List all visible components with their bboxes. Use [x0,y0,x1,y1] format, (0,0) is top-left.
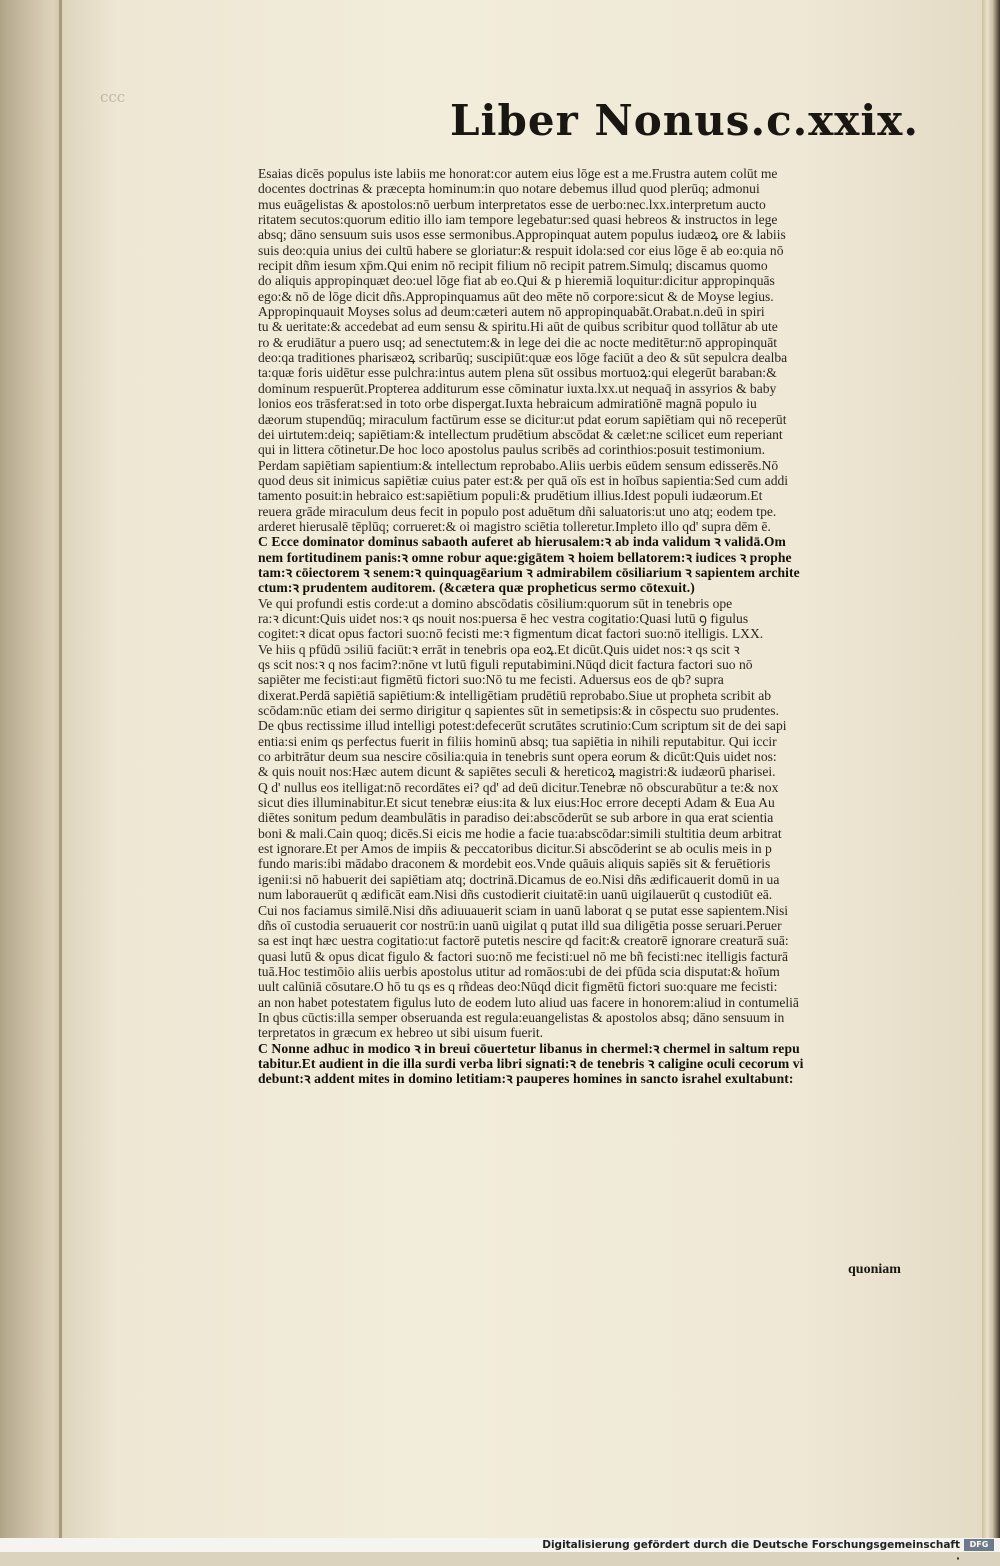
quote-line: tam:ꝛ cōiectorem ꝛ senem:ꝛ quinquagēarium ꝛ admirabilem cōsiliarium ꝛ sapientem archite [258,564,800,580]
quote-line: ctum:ꝛ prudentem auditorem. (&cætera quæ propheticus sermo cōtexuit.) [258,580,695,596]
text-line: Ve qui profundi estis corde:ut a domino abscōdatis cōsilium:quorum sūt in tenebris ope [258,595,733,611]
text-line: deo:qa traditiones pharisæoꝝ scribarūq; suscipiūt:quæ eos lōge faciūt a deo & sūt sepulcra dealba [258,350,788,366]
text-line: dei uirtutem:deiq; sapiētiam:& intellectum prudētium abscōdat & cælet:ne scilicet eum reperiant [258,426,783,442]
text-line: dominum respuerūt.Propterea additurum esse cōminatur iuxta.lxx.ut nequaq̄ in assyrios & baby [258,380,777,396]
text-line: tuā.Hoc testimōio aliis uerbis apostolus utitur ad romāos:ubi de dei pfūda scia disputat:& hoīum [258,963,780,979]
text-line: terpretatos in græcum ex hebreo ut sibi uisum fuerit. [258,1025,544,1041]
text-line: cogitet:ꝛ dicat opus factori suo:nō fecisti me:ꝛ figmentum dicat factori suo:nō itelligis. LXX. [258,626,764,642]
text-line: dñs oī custodia seruauerit cor nostrū:in uanū uigilat q putat illd sua diligētia posse seruari.Peruer [258,917,782,933]
text-line: De qbus rectissime illud intelligi potest:defecerūt scrutātes scrutinio:Cum scriptum sit de dei sapi [258,718,787,734]
text-line: qs scit nos:ꝛ q nos facim?:nōne vt lutū figuli reputabimini.Nūqd dicit factura factori suo nō [258,657,753,672]
text-line: Ve hiis q pfūdū ɔsiliū faciūt:ꝛ errāt in tenebris opa eoꝝ.Et dicūt.Quis uidet nos:ꝛ qs scit ꝛ [258,641,740,657]
text-line: & quis nouit nos:Hæc autem dicunt & sapiētes seculi & hereticoꝝ magistri:& iudæorū pharisei. [258,764,776,780]
quote-line: nem fortitudinem panis:ꝛ omne robur aque:gigātem ꝛ hoiem bellatorem:ꝛ iudices ꝛ prophe [258,549,792,565]
right-page-edge [982,0,1000,1545]
ghost-folio-number: ccc [100,88,126,106]
commentary-part-2 [258,596,923,1041]
text-line: Appropinquauit Moyses solus ad deum:cæteri autem nō appropinquabāt.Orabat.n.deū in spiri [258,304,765,320]
text-line: Perdam sapiētiam sapientium:& intellectum reprobabo.Aliis uerbis eūdem sensum edisserēs.Nō [258,457,779,473]
text-line: co arbitrātur deum sua nescire cōsilia:quia in tenebris sunt opera eorum & dicūt:Quis uidet nos: [258,749,777,765]
text-line: entia:si enim qs perfectus fuerit in filiis hominū absq; tua sapiētia in nihili reputabitur. Qui iccir [258,733,777,749]
text-line: Q d' nullus eos itelligat:nō recordātes ei? qd' ad deū dicitur.Tenebræ nō obscurabūtur a te:& nox [258,779,779,795]
text-line: tu & ueritate:& accedebat ad eum sensu & spiritu.Hi aūt de quibus scribitur quod tollātur ab ute [258,319,778,335]
commentary-part-1 [258,166,923,534]
text-line: ro & erudiātur a puero usq; ad senectutem:& in lege dei die ac nocte meditētur:nō appropinquāt [258,334,778,350]
quote-line: C Nonne adhuc in modico ꝛ in breui cōuertetur libanus in chermel:ꝛ chermel in saltum repu [258,1040,800,1056]
text-line: arderet hierusalē tēplūq; corrueret:& oi magistro sciētia tolleretur.Impleto illo qd' supra dēm ē. [258,518,771,534]
text-line: quasi lutū & opus dicat figulo & factori suo:nō me fecisti:uel nō me bñ fecisti:nec itelligis facturā [258,948,789,964]
text-line: sicut dies illuminabitur.Et sicut tenebræ eius:ita & lux eius:Hoc errore decepti Adam & Eua Au [258,795,775,811]
scripture-quote-2 [258,1041,923,1087]
text-line: suis deo:quia unius dei cultū habere se gloriatur:& respuit idola:sed cor eius lōge ē ab eo:quia nō [258,242,784,258]
paragraph-mark-icon: C [258,1040,272,1056]
text-line: qui in littera cōtinetur.De hoc loco apostolus paulus scribēs ad corinthios:posuit testimonium. [258,442,766,458]
left-page-edge [0,0,62,1545]
text-line: est ignorare.Et per Amos de impiis & peccatoribus dicitur.Si abscōderint se ab oculis meis in p [258,841,772,857]
text-line: ta:quæ foris uidētur esse pulchra:intus autem plena sūt ossibus mortuoꝝ:qui elegerūt baraban:& [258,365,777,381]
scripture-quote-1 [258,534,923,595]
text-line: ritatem secutos:quorum editio illo iam tempore legebatur:sed quasi hebreos & instructos in lege [258,212,778,228]
text-line: ra:ꝛ dicunt:Quis uidet nos:ꝛ qs nouit nos:puersa ē hec vestra cogitatio:Quasi lutū ꝯ figulus [258,610,749,626]
text-line: mus euāgelistas & apostolos:nō uerbum interpretatos esse de uerbo:nec.lxx.interpretum aucto [258,196,766,212]
text-line: quod deus sit inimicus sapiētiæ cuius pater est:& per quā oīs est in hoībus sapientia:Sed cum addi [258,472,789,488]
text-line: dæorum stupendūq; miraculum factūrum esse se dicitur:ut pdat eorum sapiētiam qui nō receperūt [258,411,787,427]
text-line: scōdam:nūc etiam dei sermo dirigitur q sapientes sūt in semetipsis:& in cōspectu suo prudentes. [258,703,779,719]
text-line: docentes doctrinas & præcepta hominum:in quo notare debemus illud quod plerūq; admonui [258,181,760,197]
text-line: igenii:si nō habuerit dei sapiētiam atq; doctrinā.Dicamus de eo.Nisi dñs ædificauerit domū in ua [258,871,780,887]
text-line: an non habet potestatem figulus luto de eodem luto aliud uas facere in honorem:aliud in contumeliā [258,994,799,1010]
text-block [258,166,923,1087]
text-line: Esaias dicēs populus iste labiis me honorat:cor autem eius lōge est a me.Frustra autem colūt me [258,166,778,181]
text-line: num laborauerūt q ædificāt eam.Nisi dñs custodierit ciuitatē:in uanū uigilauerūt q custodiūt eā. [258,887,773,903]
text-line: ego:& nō de lōge dicit dñs.Appropinquamus aūt deo mēte nō corpore:sicut & de Moyse legius. [258,288,774,304]
text-line: uult calūniā cōsutare.O hō tu qs es q rñdeas deo:Nūqd dicit figmētū fictori suo:quare me fecisti: [258,979,778,995]
text-line: sapiēter me fecisti:aut figmētū fictori suo:Nō tu me fecisti. Aduersus eos de qb? supra [258,672,724,688]
paragraph-mark-icon: C [258,534,272,550]
text-line: Cui nos faciamus similē.Nisi dñs adiuuauerit sciam in uanū laborat q se putat esse sapientem.Nisi [258,902,789,918]
catchword: quoniam [848,1262,901,1277]
running-head: Liber Nonus.c.xxix. [450,96,919,145]
text-line: In qbus cūctis:illa semper obseruanda est regula:euangelistas & apostolos absq; dāno sensuum in [258,1009,785,1025]
text-line: do aliquis appropinquæt deo:uel lōge fiat ab eo.Qui & p hieremiā loquitur:dicitur appropinquās [258,273,775,289]
text-line: reuera grāde miraculum deus fecit in populo post aduētum dñi saluatoris:ut uno atq; eodem tpe. [258,503,777,519]
text-line: fundo maris:ibi mādabo draconem & mordebit eos.Vnde quāuis aliquis sapiēs sit & feruētioris [258,856,771,872]
quote-line: tabitur.Et audient in die illa surdi verba libri signati:ꝛ de tenebris ꝛ caligine oculi cecorum vi [258,1055,804,1071]
text-line: recipit dñm iesum xp̄m.Qui enim nō recipit filium nō recipit patrem.Simulq; discamus quomo [258,258,768,274]
funding-notice: Digitalisierung gefördert durch die Deutsche Forschungsgemeinschaft · [542,1539,960,1565]
text-line: tamento posuit:in hebraico est:sapiētium populi:& prudētium illius.Idest populi iudæorum.Et [258,488,763,504]
text-line: sa est inqt hæc uestra cogitatio:ut factorē putetis nescire qd facit:& creatorē ignorare creaturā suā: [258,933,789,949]
quote-line: C Ecce dominator dominus sabaoth auferet ab hierusalem:ꝛ ab inda validum ꝛ validā.Om [258,534,786,550]
text-line: dixerat.Perdā sapiētiā sapiētium:& intelligētiam prudētiū reprobabo.Siue ut propheta scribit ab [258,687,772,703]
text-line: boni & mali.Cain quoq; dicēs.Si eicis me hodie a facie tua:abscōdar:simili stultitia deum arbitrat [258,825,782,841]
quote-line: debunt:ꝛ addent mites in domino letitiam:ꝛ pauperes homines in sancto israhel exultabunt: [258,1071,794,1087]
text-line: lonios eos trāsferat:sed in toto orbe dispergat.Iuxta hebraicum admiratiōnē magnā populo iu [258,396,757,412]
text-line: diētes sonitum pedum deambulātis in paradiso dei:abscōderūt se sub arbore in qua erat scientia [258,810,774,826]
text-line: absq; dāno sensuum suis usos esse sermonibus.Appropinquat autem populus iudæoꝝ ore & labiis [258,227,786,243]
dfg-logo-icon: DFG [964,1539,994,1551]
